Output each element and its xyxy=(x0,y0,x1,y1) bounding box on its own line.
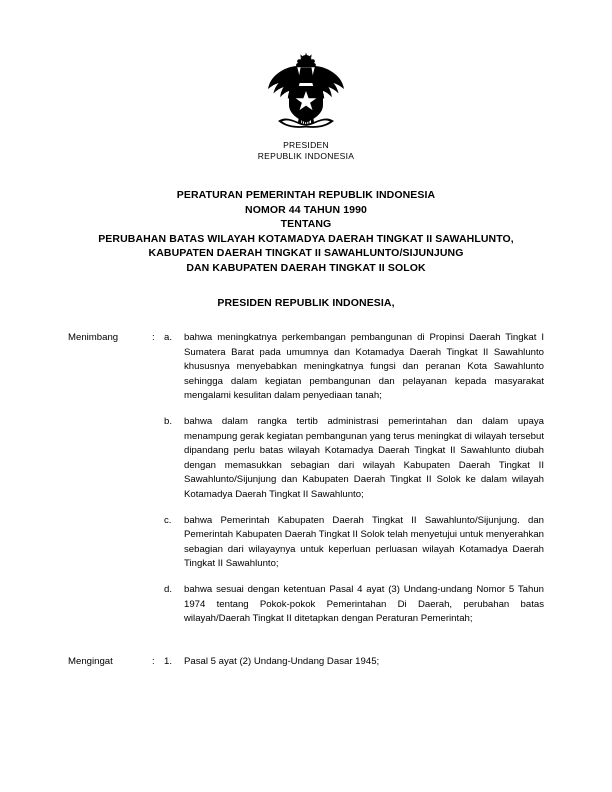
title-line-5: KABUPATEN DAERAH TINGKAT II SAWAHLUNTO/SIJUNJUNG xyxy=(148,247,464,259)
clause-text-c: bahwa Pemerintah Kabupaten Daerah Tingkat II Sawahlunto/Sijunjung. dan Pemerintah Kabupaten Daerah Tingkat II Solok telah menyetujui untuk menyerahkan sebagian dari wilayaynya untuk keperluan perluasan wilayah Kotamadya Daerah Tingkat II Sawahlunto; xyxy=(184,514,544,570)
clause-menimbang-item-a xyxy=(68,331,544,404)
document-title xyxy=(68,188,544,275)
clause-marker-a: a. xyxy=(164,332,173,343)
emblem-block xyxy=(68,50,544,162)
clause-colon-mengingat: : xyxy=(152,655,155,667)
clause-marker-c: c. xyxy=(164,514,172,526)
clause-marker-d: d. xyxy=(164,583,173,595)
title-line-2: NOMOR 44 TAHUN 1990 xyxy=(245,203,367,216)
clause-text-d: bahwa sesuai dengan ketentuan Pasal 4 ayat (3) Undang-undang Nomor 5 Tahun 1974 tentang Pokok-pokok Pemerintahan Di Daerah, perubahan batas wilayah/Daerah Tingkat II ditetapkan dengan Peraturan Pemerintah; xyxy=(184,583,544,625)
garuda-pancasila-emblem xyxy=(264,50,348,134)
clause-text-1: Pasal 5 ayat (2) Undang-Undang Dasar 1945; xyxy=(184,655,380,667)
emblem-caption xyxy=(258,140,355,162)
clause-label-menimbang: Menimbang xyxy=(68,332,119,343)
clause-text-a: bahwa meningkatnya perkembangan pembangunan di Propinsi Daerah Tingkat I Sumatera Barat pada umumnya dan Kotamadya Daerah Tingkat II Sawahlunto khususnya menyebabkan meningkatnya fungsi dan peranan Kota Sawahlunto sehingga dalam kegiatan pembangunan dan pelayanan kepada masyarakat mengalami kesulitan dalam penyediaan tanah; xyxy=(184,332,544,402)
title-line-1: PERATURAN PEMERINTAH REPUBLIK INDONESIA xyxy=(176,189,436,201)
clause-marker-1: 1. xyxy=(164,655,173,667)
clause-label-mengingat: Mengingat xyxy=(68,655,113,667)
clause-marker-b: b. xyxy=(164,415,173,427)
clause-text-b: bahwa dalam rangka tertib administrasi pemerintahan dan dalam upaya menampung gerak kegiatan pembangunan yang terus meningkat di wilayah tersebut dipandang perlu batas wilayah Kotamadya Daerah Tingkat II Sawahlunto diubah dengan memasukkan sebagian dari wilayah Kabupaten Daerah Tingkat II Sawahlunto/Sijunjung dan Kabupaten Daerah Tingkat II Solok ke dalam wilayah Kotamadya Daerah Tingkat II Sawahlunto; xyxy=(184,415,544,500)
clause-mengingat-item-1 xyxy=(68,655,544,670)
clause-menimbang-item-c xyxy=(68,514,544,572)
title-line-3: TENTANG xyxy=(280,218,332,230)
president-heading: PRESIDEN REPUBLIK INDONESIA, xyxy=(217,297,395,309)
title-line-6: DAN KABUPATEN DAERAH TINGKAT II SOLOK xyxy=(186,261,426,274)
emblem-caption-line2: REPUBLIK INDONESIA xyxy=(257,151,355,161)
clause-menimbang-item-b xyxy=(68,415,544,503)
clause-colon-menimbang: : xyxy=(152,332,155,343)
clauses-section xyxy=(68,331,544,669)
clause-menimbang-item-d xyxy=(68,583,544,627)
emblem-caption-line1: PRESIDEN xyxy=(283,140,329,150)
title-line-4: PERUBAHAN BATAS WILAYAH KOTAMADYA DAERAH TINGKAT II SAWAHLUNTO, xyxy=(98,232,514,245)
